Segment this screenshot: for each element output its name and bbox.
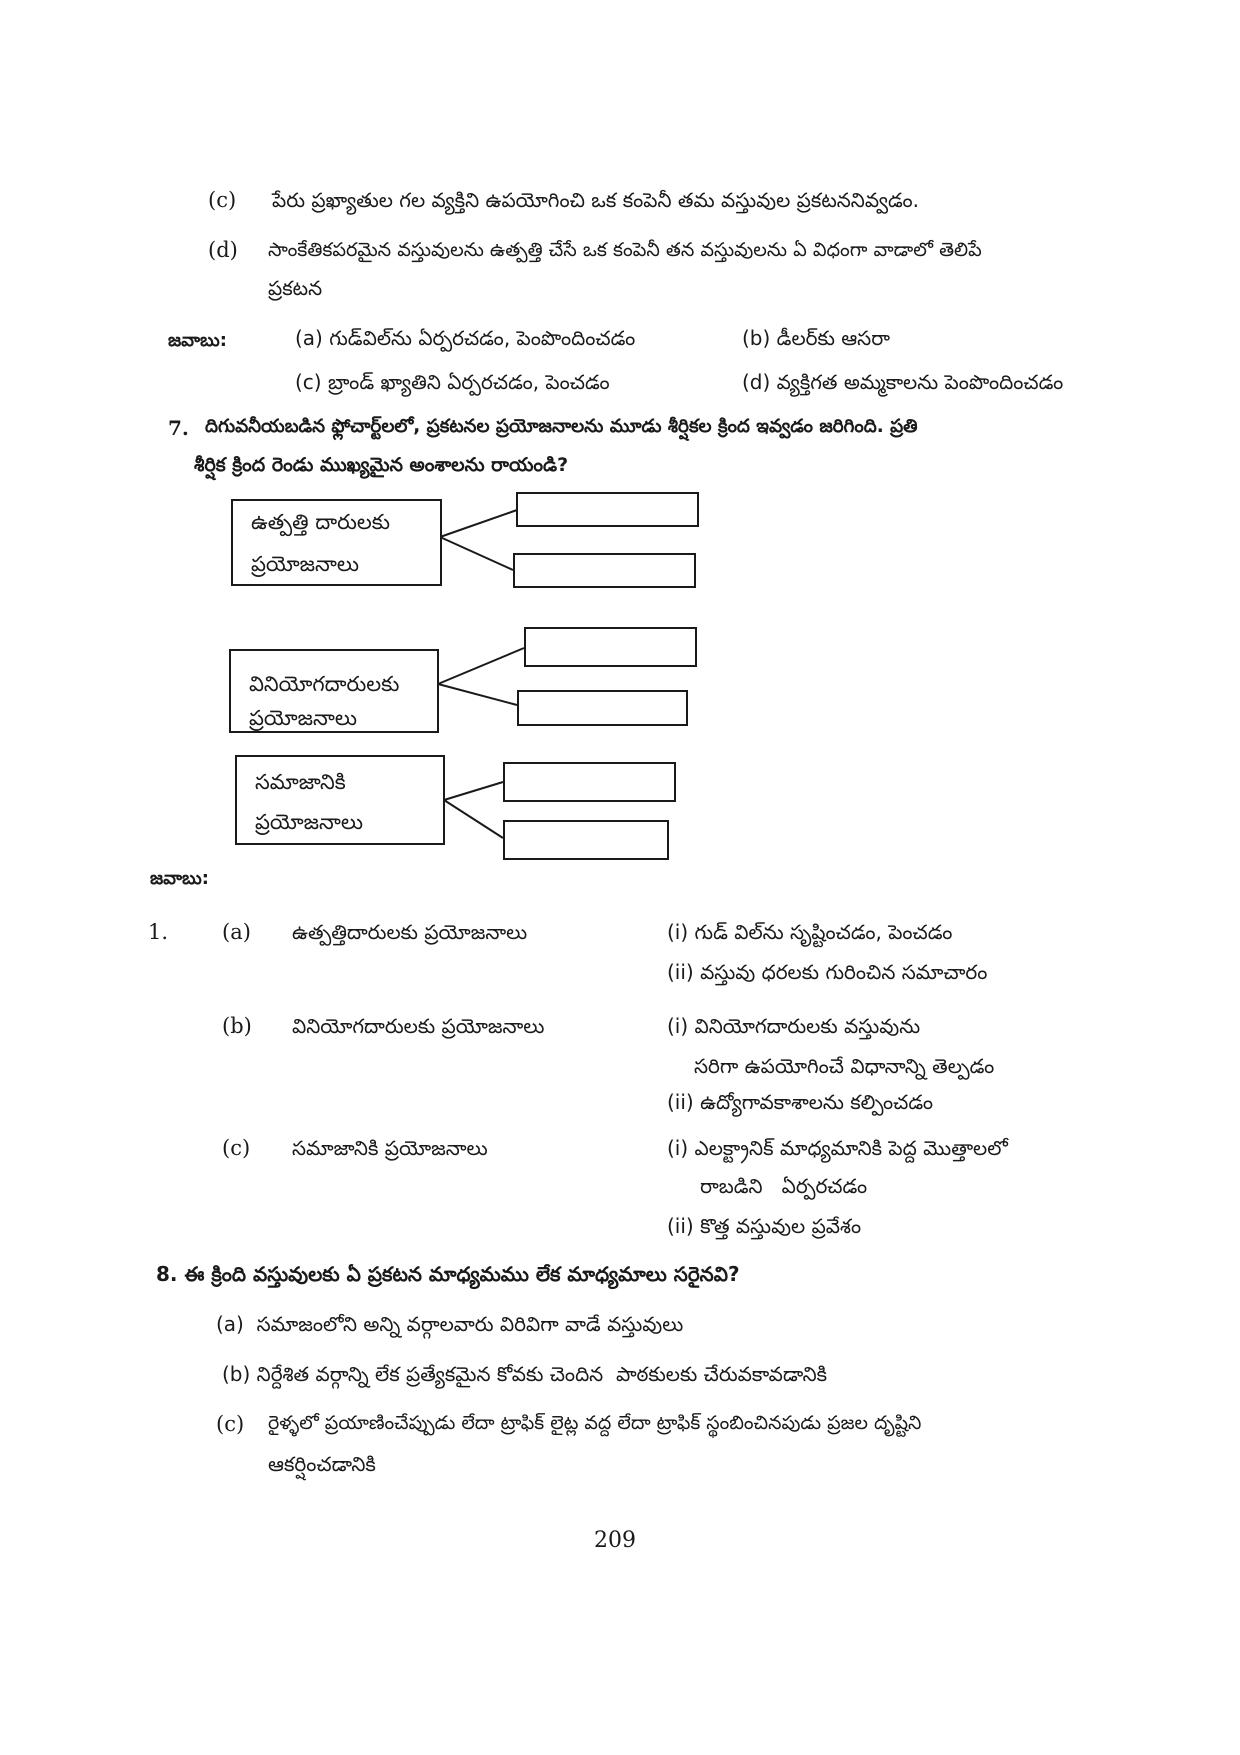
option-c-text: పేరు ప్రఖ్యాతుల గల వ్యక్తిని ఉపయోగించి ఒక కంపెనీ తమ వస్తువుల ప్రకటననివ్వడం. [272,188,919,212]
answer-blank-box [503,820,669,860]
flowchart-box-consumers-line2: ప్రయోజనాలు [249,706,358,730]
answer-row-b-point1: (i) వినియోగదారులకు వస్తువును [667,1014,921,1038]
page-number: 209 [594,1528,636,1553]
answer-row-c-point1: (i) ఎలక్ట్రానిక్ మాధ్యమానికి పెద్ద మొత్తాలలో [667,1136,1008,1160]
answer-blank-box [513,553,696,588]
option-c-label: (c) [208,188,237,212]
answer-row-c-letter: (c) [222,1136,251,1160]
flowchart-box-society [235,755,445,845]
answer-label: జవాబు: [150,868,209,889]
answer-blank-box [516,492,699,527]
question-8-option-c-line1: రైళ్ళలో ప్రయాణించేప్పుడు లేదా ట్రాఫిక్ లైట్ల వద్ద లేదా ట్రాఫిక్ స్థంబించినపుడు ప్రజల దృష్టిని [268,1412,922,1434]
answer-blank-box [503,762,676,802]
answer-d: (d) వ్యక్తిగత అమ్మకాలను పెంపొందించడం [742,370,1064,394]
question-7-number: 7. [168,416,189,440]
question-8-option-a: (a) సమాజంలోని అన్ని వర్గాలవారు విరివిగా వాడే వస్తువులు [216,1312,684,1336]
question-7-line1: దిగువనీయబడిన ఫ్లోచార్ట్‌లలో, ప్రకటనల ప్రయోజనాలను మూడు శీర్షికల క్రింద ఇవ్వడం జరిగింది. ప్రతి [205,416,918,437]
flowchart-box-consumers-line1: వినియోగదారులకు [249,672,400,696]
option-d-text-line2: ప్రకటన [268,276,323,300]
flowchart-box-producers-line2: ప్రయోజనాలు [251,552,360,576]
flowchart-box-society-line2: ప్రయోజనాలు [255,810,364,834]
answer-number: 1. [148,920,169,944]
option-d-label: (d) [208,238,238,262]
answer-blank-box [524,627,697,667]
flowchart-box-producers-line1: ఉత్పత్తి దారులకు [251,510,390,534]
answer-label: జవాబు: [168,330,227,351]
option-d-text-line1: సాంకేతికపరమైన వస్తువులను ఉత్పత్తి చేసే ఒక కంపెనీ తన వస్తువులను ఏ విధంగా వాడాలో తెలిపే [268,238,982,261]
answer-row-b-point1-cont: సరిగా ఉపయోగించే విధానాన్ని తెల్పడం [694,1054,995,1078]
answer-row-a-point2: (ii) వస్తువు ధరలకు గురించిన సమాచారం [667,960,988,984]
answer-row-c-point1-cont: రాబడిని ఏర్పరచడం [700,1174,868,1198]
answer-a: (a) గుడ్‌విల్‌ను ఏర్పరచడం, పెంపొందించడం [295,326,636,350]
answer-row-c-heading: సమాజానికి ప్రయోజనాలు [292,1136,488,1160]
answer-row-a-point1: (i) గుడ్ విల్‌ను సృష్టించడం, పెంచడం [667,920,953,944]
question-8-option-b: (b) నిర్దేశిత వర్గాన్ని లేక ప్రత్యేకమైన కోవకు చెందిన పాఠకులకు చేరువకావడానికి [222,1362,828,1386]
answer-row-a-letter: (a) [222,920,251,944]
answer-row-c-point2: (ii) కొత్త వస్తువుల ప్రవేశం [667,1214,862,1238]
answer-c: (c) బ్రాండ్ ఖ్యాతిని ఏర్పరచడం, పెంచడం [295,370,610,394]
answer-blank-box [517,690,688,726]
answer-row-b-heading: వినియోగదారులకు ప్రయోజనాలు [292,1014,545,1038]
flowchart-box-consumers [229,649,439,733]
answer-row-b-point2: (ii) ఉద్యోగావకాశాలను కల్పించడం [667,1090,933,1114]
question-8-option-c-line2: ఆకర్షించడానికి [268,1452,376,1476]
question-8-option-c-label: (c) [216,1412,245,1436]
question-8-title: 8. ఈ క్రింది వస్తువులకు ఏ ప్రకటన మాధ్యమము లేక మాధ్యమాలు సరైనవి? [156,1262,740,1286]
question-7-line2: శీర్షిక క్రింద రెండు ముఖ్యమైన అంశాలను రాయండి? [194,454,569,476]
answer-row-b-letter: (b) [222,1014,252,1038]
answer-row-a-heading: ఉత్పత్తిదారులకు ప్రయోజనాలు [292,920,528,944]
flowchart-box-producers [231,499,442,586]
answer-b: (b) డీలర్‌కు ఆసరా [742,326,890,350]
flowchart-box-society-line1: సమాజానికి [255,770,346,794]
